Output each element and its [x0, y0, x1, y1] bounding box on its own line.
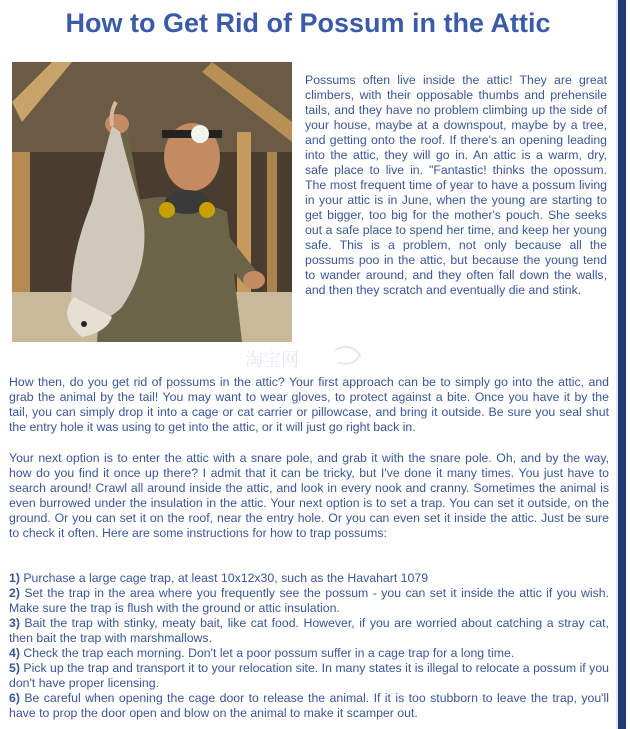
step-number: 4): [9, 646, 20, 660]
list-item: [9, 691, 609, 721]
list-item: [9, 616, 609, 646]
list-item: [9, 661, 609, 691]
intro-paragraph: Possums often live inside the attic! They are great climbers, with their opposable thumbs and prehensile tails, and they have no problem climbing up the side of your house, maybe at a downspout, maybe by a tree, and getting onto the roof. If there's an opening leading into the attic, they will go in. An attic is a warm, dry, safe place to live in. "Fantastic! thinks the opossum. The most frequent time of year to have a possum living in your attic is in June, when the young are starting to get bigger, too big for the mother's pouch. She seeks out a safe place to spend her time, and keep her young safe. This is a problem, not only because all the possums poo in the attic, but because the young tend to wander around, and they often fall down the walls, and then they scratch and eventually die and stink.: [305, 73, 607, 297]
step-number: 1): [9, 571, 20, 585]
trap-instructions-list: [9, 571, 609, 721]
step-number: 5): [9, 661, 20, 675]
possum-photo: [12, 62, 292, 342]
step-number: 3): [9, 616, 20, 630]
step-text: Pick up the trap and transport it to your relocation site. In many states it is illegal to relocate a possum if you don't have proper licensing.: [9, 661, 609, 690]
step-text: Set the trap in the area where you frequently see the possum - you can set it inside the attic if you wish. Make sure the trap is flush with the ground or attic insulation.: [9, 586, 609, 615]
step-text: Purchase a large cage trap, at least 10x12x30, such as the Havahart 1079: [19, 571, 429, 585]
svg-text:淘宝网: 淘宝网: [245, 350, 299, 371]
watermark-logo: [240, 340, 370, 380]
paragraph-next-option: Your next option is to enter the attic with a snare pole, and grab it with the snare pole. Oh, and by the way, how do you find it once up there? I admit that it can be tricky, but I've done it many times. You just have to search around! Crawl all around inside the attic, and look in every nook and cranny. Sometimes the animal is even burrowed under the insulation in the attic. Your next option is to set a trap. You can set it outside, on the ground. Or you can set it on the roof, near the entry hole. Or you can even set it inside the attic. Just be sure to check it often. Here are some instructions for how to trap possums:: [9, 451, 609, 540]
step-text: Check the trap each morning. Don't let a poor possum suffer in a cage trap for a long time.: [19, 646, 515, 660]
list-item: [9, 571, 609, 586]
page-border-right: [618, 0, 626, 729]
step-number: 6): [9, 691, 20, 705]
list-item: [9, 646, 609, 661]
step-text: Bait the trap with stinky, meaty bait, like cat food. However, if you are worried about catching a stray cat, then bait the trap with marshmallows.: [9, 616, 609, 645]
list-item: [9, 586, 609, 616]
step-number: 2): [9, 586, 20, 600]
step-text: Be careful when opening the cage door to release the animal. If it is too stubborn to leave the trap, you'll have to prop the door open and blow on the animal to make it scamper out.: [9, 691, 609, 720]
page-title: How to Get Rid of Possum in the Attic: [65, 8, 551, 38]
paragraph-first-approach: How then, do you get rid of possums in the attic? Your first approach can be to simply go into the attic, and grab the animal by the tail! You may want to wear gloves, to protect against a bite. Once you have it by the tail, you can simply drop it into a cage or cat carrier or pillowcase, and bring it outside. Be sure you seal shut the entry hole it was using to get into the attic, or it will just go right back in.: [9, 375, 609, 434]
